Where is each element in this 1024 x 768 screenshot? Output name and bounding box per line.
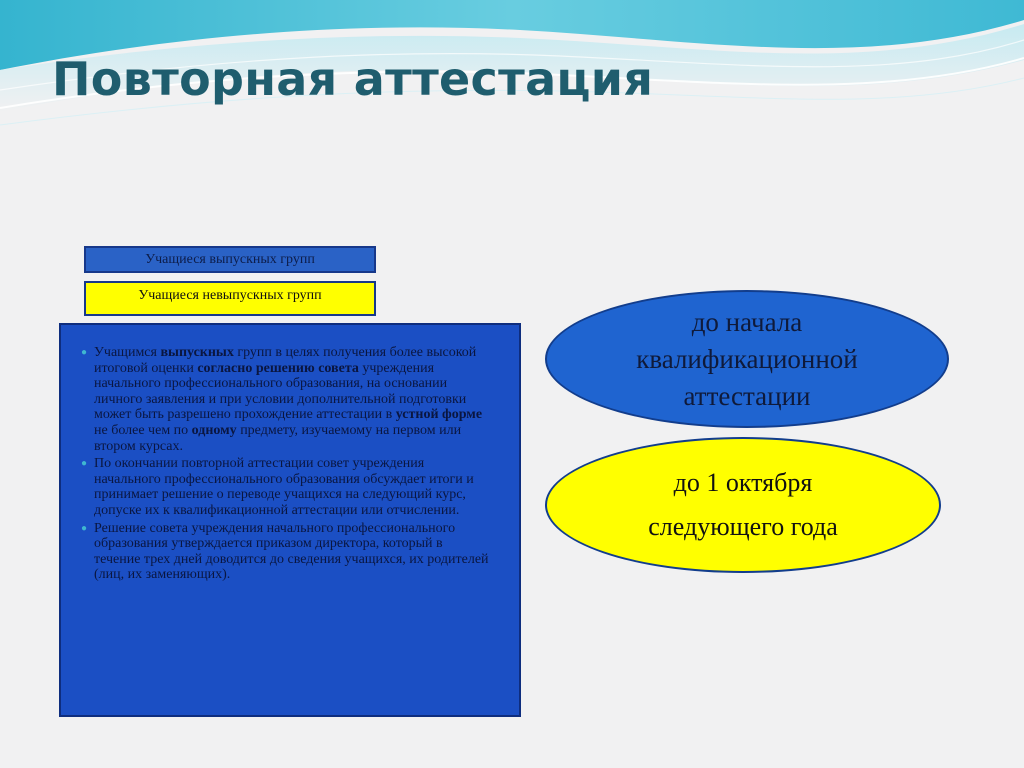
rule-text: предмету, изучаемому на первом или втором курсах.	[94, 422, 462, 454]
graduating-deadline-line-3: аттестации	[683, 380, 811, 411]
non-graduating-deadline-ellipse	[545, 437, 941, 573]
bullet-icon: ●	[81, 458, 88, 470]
non-graduating-groups-label: Учащиеся невыпускных групп	[84, 281, 376, 316]
rule-text-emphasis: устной форме	[395, 407, 483, 423]
graduating-deadline-ellipse	[545, 290, 949, 428]
rule-text: Решение совета учреждения начального профессионального образования утверждается приказом директора, который в течение трех дней доводится до сведения учащихся, их родителей (лиц, их заменяющих).	[94, 520, 489, 583]
rule-item	[81, 345, 491, 454]
rule-text: групп в целях получения более высокой итоговой оценки	[94, 345, 477, 376]
graduating-deadline-line-1: до начала	[691, 306, 803, 337]
rule-item	[81, 456, 491, 518]
rule-text: По окончании повторной аттестации совет учреждения начального профессионального образования обсуждает итоги и принимает решение о переводе учащихся на следующий курс, допуске их к квалификационной аттестации или отчислении.	[94, 456, 474, 518]
rule-text: не более чем по	[94, 422, 192, 438]
rule-item	[81, 521, 491, 583]
rule-text-emphasis: одному	[191, 422, 237, 438]
rule-text: Учащимся	[94, 345, 161, 360]
bullet-icon: ●	[81, 522, 88, 534]
rules-text-box	[59, 323, 521, 717]
graduating-groups-label: Учащиеся выпускных групп	[84, 246, 376, 273]
non-graduating-deadline-line-1: до 1 октября	[673, 468, 813, 497]
bullet-icon: ●	[81, 347, 88, 358]
rule-text-emphasis: согласно решению совета	[197, 360, 359, 376]
non-graduating-deadline-line-2: следующего года	[648, 512, 838, 541]
rules-list	[81, 345, 491, 583]
rule-text: учреждения начального профессионального образования, на основании личного заявления и при условии дополнительной подготовки может быть разрешено прохождение аттестации в	[94, 360, 467, 423]
slide-title: Повторная аттестация	[52, 52, 654, 106]
rule-text-emphasis: выпускных	[160, 345, 234, 360]
graduating-deadline-line-2: квалификационной	[636, 343, 858, 374]
